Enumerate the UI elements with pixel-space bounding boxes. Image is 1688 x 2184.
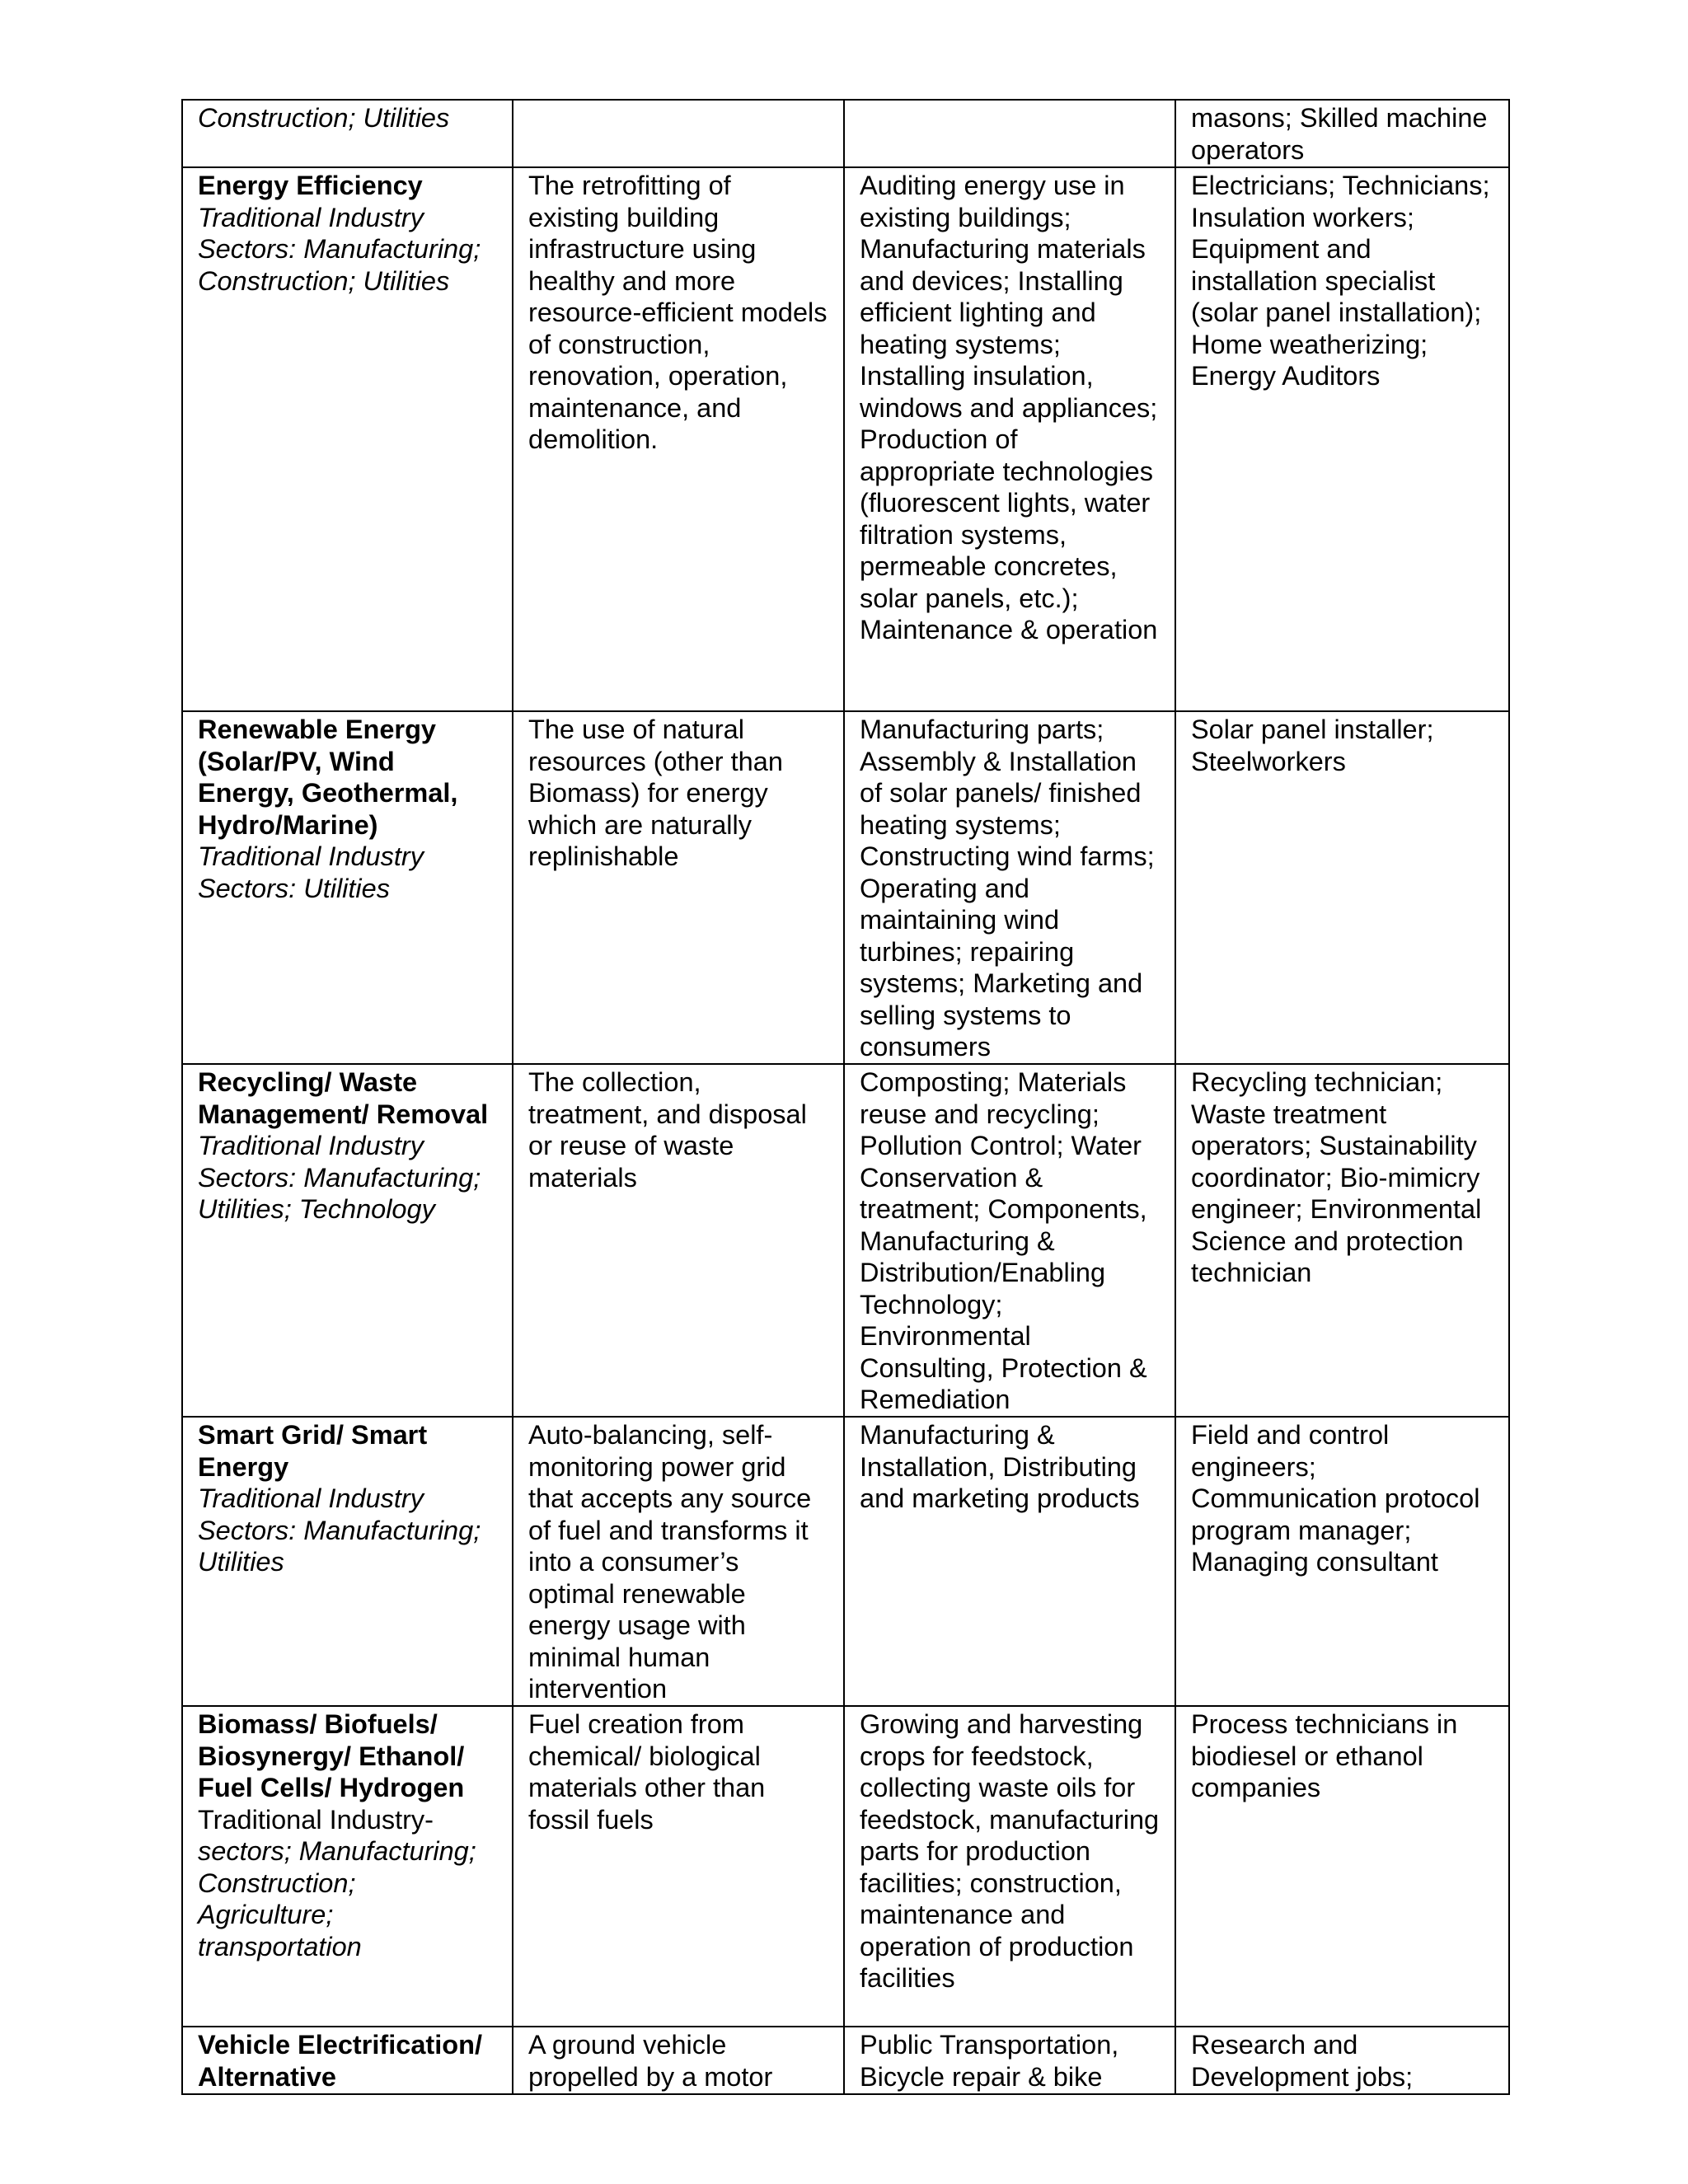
description-text: Fuel creation from chemical/ biological materials other than fossil fuels (528, 1709, 766, 1835)
occupations-cell (1175, 711, 1509, 1064)
sector-industries-lead: Traditional Industry- (198, 1804, 434, 1835)
occupations-text: Field and control engineers; Communication protocol program manager; Managing consultant (1191, 1420, 1480, 1577)
sector-cell (182, 1064, 513, 1417)
table-row (182, 167, 1509, 711)
description-cell (513, 100, 844, 167)
description-cell (513, 167, 844, 711)
sector-cell (182, 167, 513, 711)
activities-cell (844, 100, 1175, 167)
table-row (182, 711, 1509, 1064)
sector-industries (198, 1804, 497, 1963)
occupations-text: Electricians; Technicians; Insulation workers; Equipment and installation specialist (solar panel installation); Home weatherizing; Energy Auditors (1191, 171, 1490, 391)
activities-text: Auditing energy use in existing buildings; Manufacturing materials and devices; Installing efficient lighting and heating systems; Installing insulation, windows and appliances; Production of appropriate technologies (fluorescent lights, water filtration systems, permeable concretes, solar panels, etc.); Maintenance & operation (860, 171, 1158, 644)
sector-industries-rest: sectors; Manufacturing; Construction; Agriculture; transportation (198, 1836, 476, 1961)
occupations-cell (1175, 100, 1509, 167)
activities-cell (844, 1064, 1175, 1417)
activities-text: Composting; Materials reuse and recycling; Pollution Control; Water Conservation & treatment; Components, Manufacturing & Distribution/Enabling Technology; Environmental Consulting, Protection & Remediation (860, 1067, 1147, 1414)
occupations-text: masons; Skilled machine operators (1191, 103, 1488, 165)
occupations-text: Solar panel installer; Steelworkers (1191, 715, 1434, 776)
activities-text: Manufacturing parts; Assembly & Installation of solar panels/ finished heating systems; Constructing wind farms; Operating and maintaining wind turbines; repairing systems; Marketing and selling systems to consumers (860, 715, 1155, 1062)
occupations-text: Process technicians in biodiesel or ethanol companies (1191, 1709, 1458, 1802)
table-row (182, 100, 1509, 167)
description-text: The use of natural resources (other than Biomass) for energy which are naturally replinishable (528, 715, 783, 871)
occupations-cell (1175, 1064, 1509, 1417)
description-cell (513, 1706, 844, 2027)
sector-name: Renewable Energy (Solar/PV, Wind Energy, Geothermal, Hydro/Marine) (198, 715, 458, 840)
sector-name: Recycling/ Waste Management/ Removal (198, 1067, 489, 1129)
table-row (182, 2027, 1509, 2094)
description-cell (513, 1417, 844, 1706)
description-text: Auto-balancing, self-monitoring power grid that accepts any source of fuel and transforms it into a consumer’s optimal renewable energy usage with minimal human intervention (528, 1420, 812, 1704)
sector-industries: Traditional Industry Sectors: Manufacturing; Construction; Utilities (198, 202, 481, 296)
occupations-cell (1175, 1706, 1509, 2027)
occupations-cell (1175, 2027, 1509, 2094)
description-cell (513, 1064, 844, 1417)
sector-industries: Traditional Industry Sectors: Manufacturing; Utilities; Technology (198, 1131, 481, 1224)
occupations-text: Recycling technician; Waste treatment operators; Sustainability coordinator; Bio-mimicry engineer; Environmental Science and protection technician (1191, 1067, 1482, 1287)
sector-cell (182, 100, 513, 167)
sector-industries: Construction; Utilities (198, 103, 450, 133)
occupations-text: Research and Development jobs; (1191, 2030, 1414, 2092)
sector-cell (182, 1417, 513, 1706)
table-row (182, 1706, 1509, 2027)
sector-name: Energy Efficiency (198, 171, 423, 200)
occupations-cell (1175, 167, 1509, 711)
description-cell (513, 2027, 844, 2094)
green-jobs-table (181, 99, 1510, 2095)
activities-cell (844, 1417, 1175, 1706)
activities-cell (844, 167, 1175, 711)
sector-industries: Traditional Industry Sectors: Utilities (198, 841, 424, 903)
description-cell (513, 711, 844, 1064)
table-row (182, 1064, 1509, 1417)
description-text: A ground vehicle propelled by a motor (528, 2030, 773, 2092)
sector-cell (182, 1706, 513, 2027)
activities-cell (844, 1706, 1175, 2027)
sector-name: Biomass/ Biofuels/ Biosynergy/ Ethanol/ Fuel Cells/ Hydrogen (198, 1709, 465, 1802)
description-text: The retrofitting of existing building infrastructure using healthy and more resource-efficient models of construction, renovation, operation, maintenance, and demolition. (528, 171, 828, 454)
activities-text: Growing and harvesting crops for feedstock, collecting waste oils for feedstock, manufacturing parts for production facilities; construction, maintenance and operation of production facilities (860, 1709, 1160, 1993)
table-row (182, 1417, 1509, 1706)
activities-cell (844, 2027, 1175, 2094)
sector-name: Smart Grid/ Smart Energy (198, 1420, 428, 1482)
activities-cell (844, 711, 1175, 1064)
sector-cell (182, 2027, 513, 2094)
sector-cell (182, 711, 513, 1064)
occupations-cell (1175, 1417, 1509, 1706)
sector-industries: Traditional Industry Sectors: Manufacturing; Utilities (198, 1483, 481, 1577)
sector-name: Vehicle Electrification/ Alternative (198, 2030, 482, 2092)
description-text: The collection, treatment, and disposal or reuse of waste materials (528, 1067, 807, 1193)
activities-text: Manufacturing & Installation, Distributing and marketing products (860, 1420, 1140, 1513)
activities-text: Public Transportation, Bicycle repair & bike (860, 2030, 1119, 2092)
